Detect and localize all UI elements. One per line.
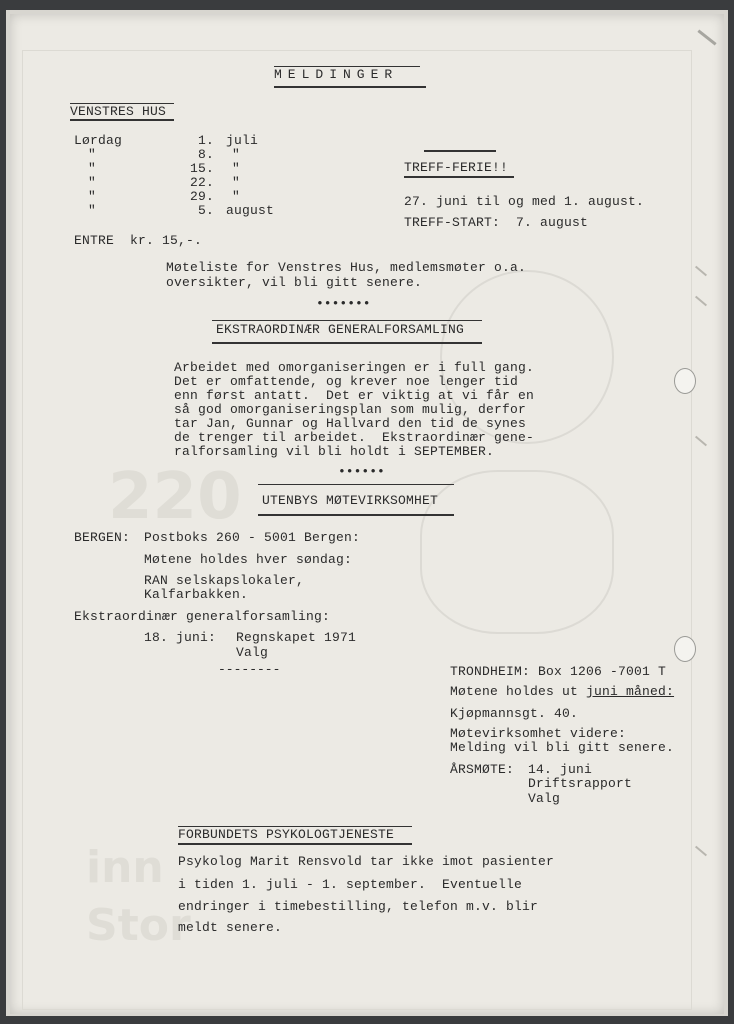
schedule-day: " [88, 189, 97, 204]
treff-heading: TREFF-FERIE!! [404, 160, 509, 175]
schedule-month: " [232, 189, 241, 204]
generalforsamling-rule [212, 342, 482, 344]
bergen-address: Postboks 260 - 5001 Bergen: [144, 530, 361, 545]
binder-hole-bottom [674, 636, 696, 662]
psykolog-line: endringer i timebestilling, telefon m.v. blir [178, 899, 539, 914]
treff-rule-top [424, 150, 496, 152]
psykolog-rule [178, 843, 412, 845]
generalforsamling-line: Arbeidet med omorganiseringen er i full gang. [174, 360, 535, 375]
utenbys-rule [258, 514, 454, 516]
trondheim-meetings-text: Møtene holdes ut [450, 684, 587, 699]
trondheim-line: Melding vil bli gitt senere. [450, 740, 675, 755]
schedule-date: 29. [190, 189, 215, 204]
schedule-day: " [88, 175, 97, 190]
ekstra-item: Valg [236, 645, 269, 660]
moteliste-line: oversikter, vil bli gitt senere. [166, 275, 423, 290]
schedule-month: juli [226, 133, 259, 148]
separator-dots: •••••• [338, 464, 385, 479]
psykolog-line: i tiden 1. juli - 1. september. Eventuelle [178, 877, 523, 892]
arsmote-item: Driftsrapport [528, 776, 633, 791]
generalforsamling-heading: EKSTRAORDINÆR GENERALFORSAMLING [216, 322, 465, 337]
schedule-month: " [232, 161, 241, 176]
page-title: MELDINGER [274, 67, 399, 82]
schedule-date: 1. [198, 133, 215, 148]
schedule-date: 22. [190, 175, 215, 190]
generalforsamling-line: Det er omfattende, og krever noe lenger tid [174, 374, 519, 389]
schedule-day: " [88, 203, 97, 218]
psykolog-line: Psykolog Marit Rensvold tar ikke imot pasienter [178, 854, 555, 869]
schedule-month: " [232, 147, 241, 162]
arsmote-item: Valg [528, 791, 561, 806]
generalforsamling-line: enn først antatt. Det er viktig at vi får en [174, 388, 535, 403]
watermark-word-1: inn [86, 842, 164, 893]
watermark-word-2: Stor [86, 900, 191, 951]
schedule-date: 15. [190, 161, 215, 176]
arsmote-item: 14. juni [528, 762, 593, 777]
psykolog-heading: FORBUNDETS PSYKOLOGTJENESTE [178, 827, 395, 842]
treff-period: 27. juni til og med 1. august. [404, 194, 645, 209]
generalforsamling-line: de trenger til arbeidet. Ekstraordinær gene- [174, 430, 535, 445]
schedule-day: " [88, 161, 97, 176]
treff-rule [404, 176, 514, 178]
generalforsamling-line: tar Jan, Gunnar og Hallvard den tid de synes [174, 416, 527, 431]
bergen-label: BERGEN: [74, 530, 131, 545]
watermark-number: 220 [108, 460, 242, 534]
bergen-line: RAN selskapslokaler, [144, 573, 305, 588]
trondheim-line: Møtevirksomhet videre: [450, 726, 627, 741]
trondheim-address: TRONDHEIM: Box 1206 -7001 T [450, 664, 667, 679]
schedule-month: august [226, 203, 275, 218]
schedule-day: Lørdag [74, 133, 123, 148]
utenbys-heading: UTENBYS MØTEVIRKSOMHET [262, 493, 439, 508]
schedule-date: 8. [198, 147, 215, 162]
treff-start: TREFF-START: 7. august [404, 215, 589, 230]
schedule-month: " [232, 175, 241, 190]
moteliste-line: Møteliste for Venstres Hus, medlemsmøter o.a. [166, 260, 527, 275]
ekstra-date: 18. juni: [144, 630, 217, 645]
venstres-rule [70, 119, 174, 121]
utenbys-rule-top [258, 484, 454, 485]
psykolog-line: meldt senere. [178, 920, 283, 935]
generalforsamling-rule-top [212, 320, 482, 321]
trondheim-meetings-month: juni måned: [586, 684, 675, 699]
generalforsamling-line: ralforsamling vil bli holdt i SEPTEMBER. [174, 444, 495, 459]
venstres-heading: VENSTRES HUS [70, 104, 167, 119]
watermark-body-shape [420, 470, 614, 634]
entre-price: ENTRE kr. 15,-. [74, 233, 203, 248]
ekstra-heading: Ekstraordinær generalforsamling: [74, 609, 331, 624]
schedule-day: " [88, 147, 97, 162]
trondheim-meetings [450, 684, 674, 699]
arsmote-label: ÅRSMØTE: [450, 762, 515, 777]
trondheim-street: Kjøpmannsgt. 40. [450, 706, 579, 721]
bergen-line: Møtene holdes hver søndag: [144, 552, 353, 567]
generalforsamling-line: så god omorganiseringsplan som mulig, derfor [174, 402, 527, 417]
ekstra-item: Regnskapet 1971 [236, 630, 357, 645]
title-rule-bottom [274, 86, 426, 88]
separator-dashes: -------- [218, 662, 281, 677]
bergen-line: Kalfarbakken. [144, 587, 249, 602]
binder-hole-top [674, 368, 696, 394]
schedule-date: 5. [198, 203, 215, 218]
separator-dots: ••••••• [316, 296, 371, 311]
